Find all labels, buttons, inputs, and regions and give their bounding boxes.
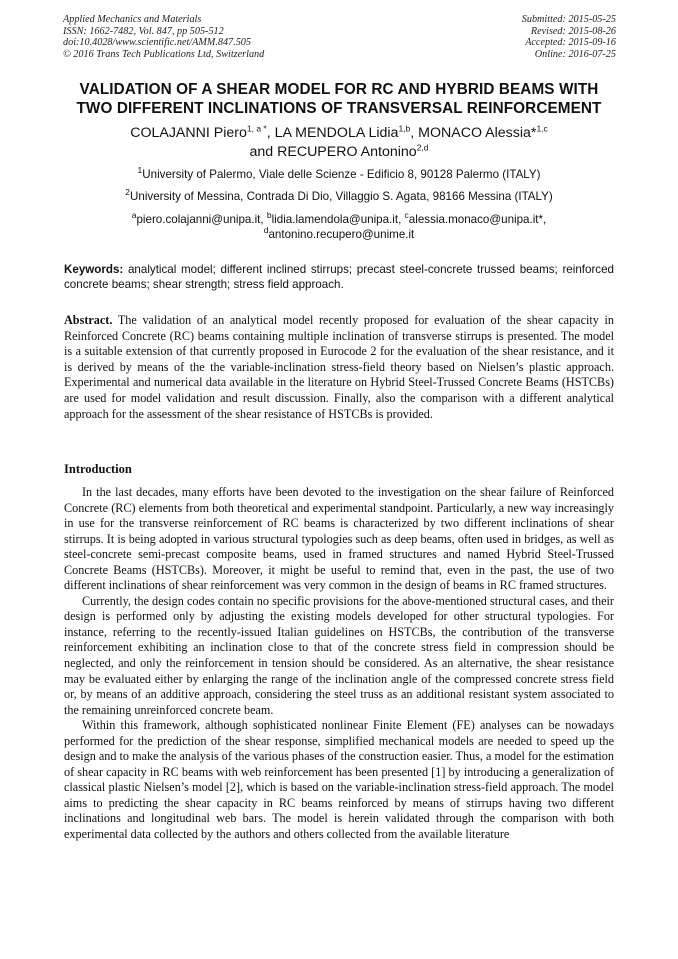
journal-header-left bbox=[63, 14, 264, 60]
online-date: Online: 2016-07-25 bbox=[534, 48, 616, 60]
paper-title bbox=[40, 80, 638, 118]
email-link[interactable]: lidia.lamendola@unipa.it, bbox=[271, 213, 402, 226]
abstract-block bbox=[64, 313, 614, 422]
issn-line: ISSN: 1662-7482, Vol. 847, pp 505-512 bbox=[63, 25, 224, 37]
affiliation-text: University of Palermo, Viale delle Scienze - Edificio 8, 90128 Palermo (ITALY) bbox=[142, 168, 541, 181]
keywords-block bbox=[64, 262, 614, 292]
author-name: RECUPERO Antonino bbox=[277, 144, 417, 160]
paragraph: Currently, the design codes contain no specific provisions for the above-mentioned structural cases, and their design is performed only by adjusting the existing models developed for other structural typologies. For instance, referring to the recently-issued Italian guidelines on HSTCBs, the contribution of the transverse reinforcement exhibiting an inclination close to that of the concrete stress field in compression should be neglected, and only the reinforcement in tension should be considered. As an alternative, the shear resistance may be evaluated either by enlarging the range of the inclination angle of the compressed concrete stress field or, by means of an additive approach, considering the steel truss as an additional resistant system associated to the remaining unreinforced concrete beam. bbox=[64, 593, 614, 717]
abstract-text: The validation of an analytical model recently proposed for evaluation of the shear capacity in Reinforced Concrete (RC) beams containing multiple inclination of transverse stirrups is presented. The model is a suitable extension of that currently proposed in Eurocode 2 for the evaluation of the shear resistance, and it is derived by means of the the variable-inclination stress-field theory based on Nielsen’s plastic approach. Experimental and numerical data available in the literature on Hybrid Steel-Trussed Concrete Beams (HSTCBs) are used for model validation and result discussion. Finally, also the comparison with a different analytical approach for the assessment of the shear resistance of HSTCBs is provided. bbox=[64, 313, 615, 421]
affiliation-superscript: 1 bbox=[137, 165, 143, 176]
submitted-date: Submitted: 2015-05-25 bbox=[521, 14, 616, 25]
author-name: LA MENDOLA Lidia bbox=[274, 125, 399, 141]
affiliation-1 bbox=[40, 167, 638, 182]
doi-line[interactable]: doi:10.4028/www.scientific.net/AMM.847.505 bbox=[63, 37, 251, 48]
email-superscript: d bbox=[263, 225, 269, 236]
email-superscript: a bbox=[131, 210, 137, 221]
section-heading-introduction: Introduction bbox=[64, 462, 132, 476]
title-line-1: VALIDATION OF A SHEAR MODEL FOR RC AND HYBRID BEAMS WITH bbox=[79, 81, 599, 98]
affiliation-superscript: 2 bbox=[125, 187, 130, 198]
author-name: MONACO Alessia* bbox=[418, 125, 537, 141]
email-link[interactable]: alessia.monaco@unipa.it*, bbox=[408, 213, 547, 226]
copyright-line: © 2016 Trans Tech Publications Ltd, Switzerland bbox=[63, 48, 265, 60]
title-line-2: TWO DIFFERENT INCLINATIONS OF TRANSVERSAL REINFORCEMENT bbox=[76, 100, 602, 117]
email-superscript: c bbox=[404, 210, 409, 221]
author-superscript: 2,d bbox=[416, 142, 429, 153]
journal-name: Applied Mechanics and Materials bbox=[63, 14, 202, 25]
abstract-label: Abstract. bbox=[64, 313, 113, 327]
affiliation-2 bbox=[40, 189, 638, 204]
author-superscript: 1, a * bbox=[246, 123, 267, 134]
email-link[interactable]: antonino.recupero@unime.it bbox=[268, 228, 415, 241]
affiliation-text: University of Messina, Contrada Di Dio, Villaggio S. Agata, 98166 Messina (ITALY) bbox=[130, 190, 553, 203]
author-superscript: 1,b bbox=[398, 123, 411, 134]
paragraph: In the last decades, many efforts have been devoted to the investigation on the shear failure of Reinforced Concrete (RC) elements from both theoretical and experimental standpoint. Particularly, a new way increasingly in use for the transverse reinforcement of RC beams is characterized by two different inclinations of shear stirrups. It is being adopted in various structural typologies such as deep beams, often used in bridges, as well as steel-concrete semi-precast composite beams, used in framed structures and named Hybrid Steel-Trussed Concrete Beams (HSTCBs). Moreover, it might be useful to remind that, even in the past, the use of two different inclinations of shear reinforcement was very common in the design of beams in RC framed structures. bbox=[64, 485, 614, 593]
email-superscript: b bbox=[266, 210, 272, 221]
introduction-body bbox=[64, 485, 614, 843]
revised-date: Revised: 2015-08-26 bbox=[530, 25, 616, 37]
paragraph: Within this framework, although sophisticated nonlinear Finite Element (FE) analyses can be nowadays performed for the prediction of the shear response, simplified mechanical models are needed to speed up the design and to make the analysis of the various phases of the construction easier. Thus, a model for the estimation of shear capacity in RC beams with web reinforcement has been presented [1] by introducing a generalization of classical plastic Nielsen’s model [2], which is based on the variable-inclination stress-field approach. The model aims to predicting the shear capacity in RC beams reinforced by means of stirrups having two different inclinations and longitudinal web bars. The model is herein validated through the comparison with both experimental data collected by the authors and others collected from the available literature bbox=[64, 718, 614, 842]
keywords-label: Keywords: bbox=[64, 263, 124, 276]
author-list: COLAJANNI Piero$^{1, a *}$, LA MENDOLA Lidia$^{1,b}$, MONACO Alessia*$^{1,c}$ and RECUPERO Antonino$^{2,d}$ bbox=[130, 123, 548, 160]
author-name: COLAJANNI Piero bbox=[130, 125, 247, 141]
accepted-date: Accepted: 2015-09-16 bbox=[525, 37, 616, 48]
author-conjunction: and bbox=[249, 144, 274, 160]
email-link[interactable]: piero.colajanni@unipa.it, bbox=[136, 213, 264, 226]
keywords-text: analytical model; different inclined stirrups; precast steel-concrete trussed beams; reinforced concrete beams; shear strength; stress field approach. bbox=[64, 263, 614, 291]
author-superscript: 1,c bbox=[536, 123, 548, 134]
author-emails bbox=[40, 212, 638, 242]
journal-header-right bbox=[522, 14, 616, 60]
